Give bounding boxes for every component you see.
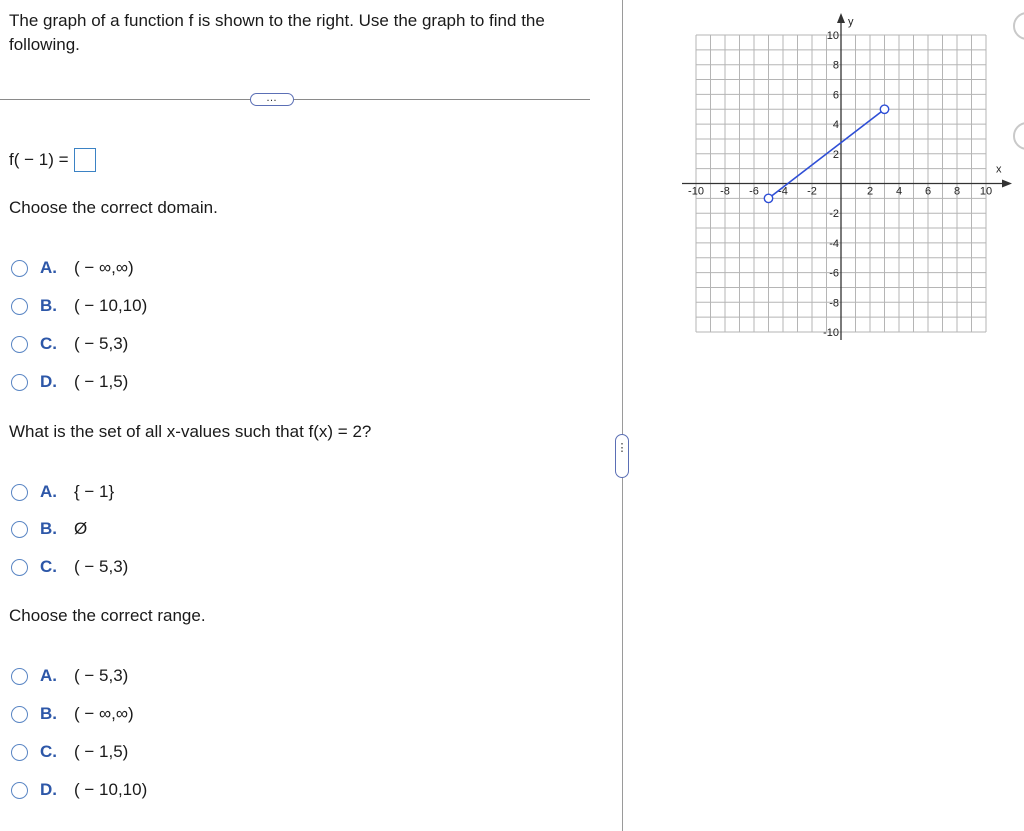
y-tick-label: 4 <box>832 119 839 132</box>
radio-icon[interactable] <box>11 484 28 501</box>
option-value: ( − 10,10) <box>74 296 148 315</box>
option-letter: A. <box>40 482 57 501</box>
radio-icon[interactable] <box>11 706 28 723</box>
option-letter: A. <box>40 666 57 685</box>
x-tick-label: 4 <box>895 185 903 198</box>
x-values-option-c[interactable] <box>11 555 128 579</box>
f-of-minus-one-row <box>9 147 96 173</box>
tick-labels <box>688 30 992 339</box>
range-option-b[interactable] <box>11 702 134 726</box>
open-endpoint-end <box>880 105 888 113</box>
radio-icon[interactable] <box>11 668 28 685</box>
open-endpoint-start <box>764 194 772 202</box>
y-tick-label: 8 <box>832 59 839 72</box>
pane-resize-handle[interactable]: ⋮ <box>615 434 629 478</box>
radio-icon[interactable] <box>11 336 28 353</box>
x-tick-label: 2 <box>866 185 874 198</box>
domain-prompt: Choose the correct domain. <box>9 198 218 217</box>
y-tick-label: -4 <box>829 237 839 250</box>
y-axis-label: y <box>848 16 854 28</box>
f-of-minus-one-label: f( − 1) = <box>9 150 69 169</box>
x-tick-label: 8 <box>953 185 961 198</box>
option-letter: A. <box>40 258 57 277</box>
radio-icon[interactable] <box>11 744 28 761</box>
option-value: Ø <box>74 519 88 538</box>
y-tick-label: -8 <box>829 297 839 310</box>
y-tick-label: 10 <box>826 30 839 42</box>
radio-icon[interactable] <box>11 559 28 576</box>
radio-icon[interactable] <box>11 298 28 315</box>
x-tick-label: -6 <box>749 185 759 198</box>
x-tick-label: -4 <box>778 185 788 198</box>
range-option-a[interactable] <box>11 664 128 688</box>
domain-option-a[interactable] <box>11 256 134 280</box>
option-letter: C. <box>40 334 57 353</box>
y-axis-arrow-icon <box>837 13 845 23</box>
y-tick-label: 6 <box>832 89 839 102</box>
radio-icon[interactable] <box>11 782 28 799</box>
problem-statement: The graph of a function f is shown to the right. Use the graph to find the following. <box>9 11 545 54</box>
option-letter: C. <box>40 557 57 576</box>
y-tick-label: -2 <box>829 208 839 221</box>
function-graph <box>670 10 1020 350</box>
y-tick-label: -10 <box>823 327 839 339</box>
x-tick-label: 6 <box>924 185 932 198</box>
option-letter: B. <box>40 704 57 723</box>
radio-icon[interactable] <box>11 374 28 391</box>
option-value: ( − 5,3) <box>74 557 129 576</box>
graph-canvas <box>670 10 1020 350</box>
x-tick-label: 10 <box>979 185 993 198</box>
option-value: ( − 5,3) <box>74 334 129 353</box>
domain-option-d[interactable] <box>11 370 128 394</box>
option-letter: D. <box>40 372 57 391</box>
option-letter: B. <box>40 519 57 538</box>
x-tick-label: -8 <box>720 185 730 198</box>
range-option-d[interactable] <box>11 778 147 802</box>
divider <box>0 99 590 100</box>
radio-icon[interactable] <box>11 521 28 538</box>
option-value: ( − 10,10) <box>74 780 148 799</box>
option-value: ( − ∞,∞) <box>74 258 134 277</box>
domain-option-b[interactable] <box>11 294 147 318</box>
pane-divider[interactable] <box>622 0 623 831</box>
x-tick-label: -2 <box>807 185 817 198</box>
option-letter: C. <box>40 742 57 761</box>
y-tick-label: -6 <box>829 267 839 280</box>
range-prompt: Choose the correct range. <box>9 606 206 625</box>
x-axis-label: x <box>996 163 1002 176</box>
expand-button[interactable]: … <box>250 93 294 106</box>
range-option-c[interactable] <box>11 740 128 764</box>
x-axis-arrow-icon <box>1002 180 1012 188</box>
option-letter: B. <box>40 296 57 315</box>
y-tick-label: 2 <box>832 148 839 161</box>
option-value: ( − 1,5) <box>74 742 129 761</box>
x-values-option-a[interactable] <box>11 480 114 504</box>
x-tick-label: -10 <box>688 185 704 198</box>
option-value: { − 1} <box>74 482 115 501</box>
f-of-minus-one-answer-input[interactable] <box>74 148 96 172</box>
x-values-option-b[interactable] <box>11 517 87 541</box>
radio-icon[interactable] <box>11 260 28 277</box>
option-letter: D. <box>40 780 57 799</box>
option-value: ( − 5,3) <box>74 666 129 685</box>
x-values-prompt: What is the set of all x-values such that f(x) = 2? <box>9 422 372 441</box>
domain-option-c[interactable] <box>11 332 128 356</box>
axes <box>682 13 1012 340</box>
option-value: ( − 1,5) <box>74 372 129 391</box>
option-value: ( − ∞,∞) <box>74 704 134 723</box>
